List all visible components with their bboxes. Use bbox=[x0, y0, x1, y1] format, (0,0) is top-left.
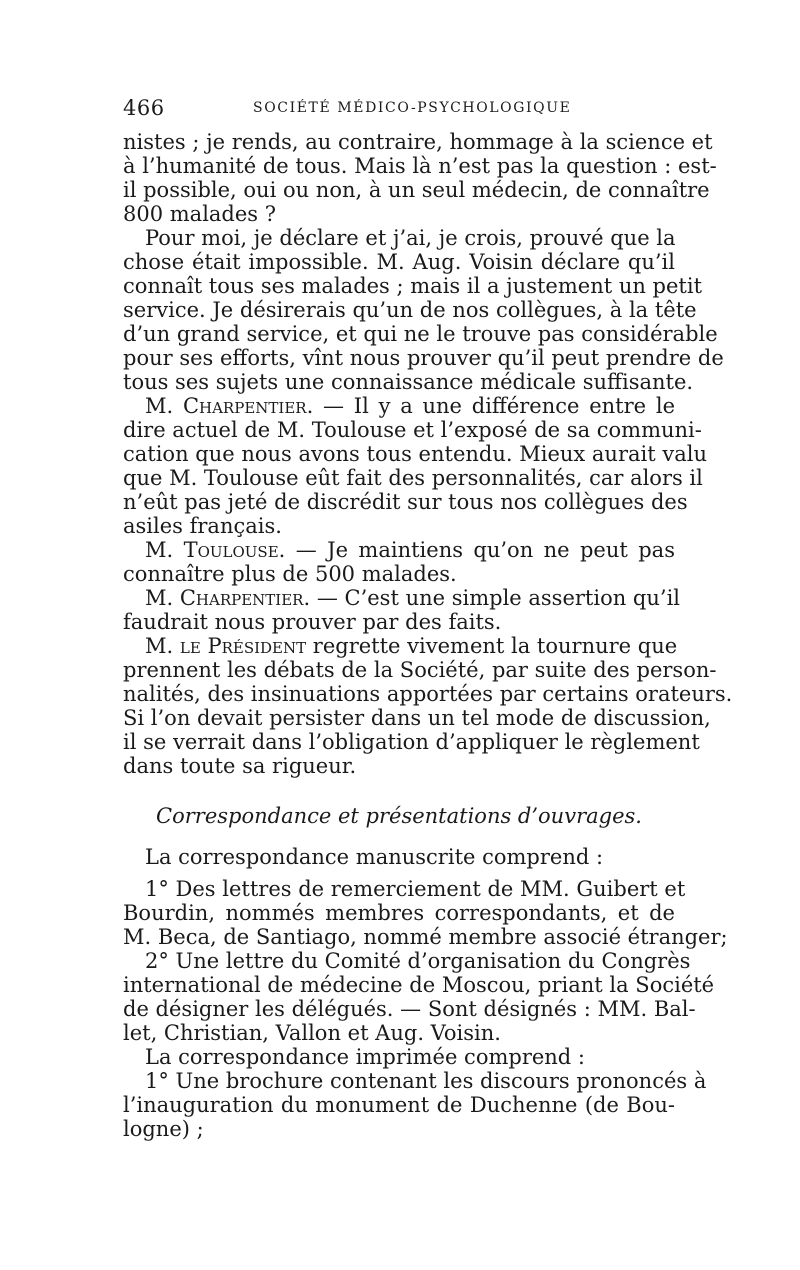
running-head: SOCIÉTÉ MÉDICO-PSYCHOLOGIQUE bbox=[253, 100, 572, 116]
text-line: chose était impossible. M. Aug. Voisin déclare qu’il bbox=[123, 250, 675, 274]
text-line: Pour moi, je déclare et j’ai, je crois, prouvé que la bbox=[145, 226, 676, 250]
text-line: M. Toulouse. — Je maintiens qu’on ne peut pas bbox=[145, 538, 675, 562]
text-line: l’inauguration du monument de Duchenne (de Bou- bbox=[123, 1093, 675, 1117]
text-line: dans toute sa rigueur. bbox=[123, 754, 357, 778]
speaker-name: M. le Président bbox=[145, 634, 307, 658]
text-line: il possible, oui ou non, à un seul médecin, de connaître bbox=[123, 178, 710, 202]
text-line: cation que nous avons tous entendu. Mieux aurait valu bbox=[123, 442, 707, 466]
text-line: nalités, des insinuations apportées par certains orateurs. bbox=[123, 682, 733, 706]
text-line: d’un grand service, et qui ne le trouve pas considérable bbox=[123, 322, 718, 346]
section-heading: Correspondance et présentations d’ouvrages. bbox=[156, 804, 642, 828]
text-line: M. Charpentier. — C’est une simple assertion qu’il bbox=[145, 586, 681, 610]
speaker-name: M. Charpentier. bbox=[145, 394, 314, 418]
page-header bbox=[123, 96, 675, 124]
text-line: 800 malades ? bbox=[123, 202, 277, 226]
text-line: Si l’on devait persister dans un tel mode de discussion, bbox=[123, 706, 711, 730]
text-line: La correspondance manuscrite comprend : bbox=[145, 845, 604, 869]
text-line: connaître plus de 500 malades. bbox=[123, 562, 457, 586]
text-line: international de médecine de Moscou, priant la Société bbox=[123, 973, 715, 997]
text-line: faudrait nous prouver par des faits. bbox=[123, 610, 502, 634]
text-line: logne) ; bbox=[123, 1117, 204, 1141]
text-line: de désigner les délégués. — Sont désignés : MM. Bal- bbox=[123, 997, 696, 1021]
text-line: service. Je désirerais qu’un de nos collègues, à la tête bbox=[123, 298, 697, 322]
text-line: La correspondance imprimée comprend : bbox=[145, 1045, 586, 1069]
text-line: M. le Président regrette vivement la tournure que bbox=[145, 634, 678, 658]
text-line: 1° Une brochure contenant les discours prononcés à bbox=[145, 1069, 707, 1093]
text-line: dire actuel de M. Toulouse et l’exposé de sa communi- bbox=[123, 418, 702, 442]
text-line: 1° Des lettres de remerciement de MM. Guibert et bbox=[145, 877, 686, 901]
page-number: 466 bbox=[123, 96, 165, 120]
text-line: tous ses sujets une connaissance médicale suffisante. bbox=[123, 370, 694, 394]
text-line: il se verrait dans l’obligation d’appliquer le règlement bbox=[123, 730, 700, 754]
text-line: connaît tous ses malades ; mais il a justement un petit bbox=[123, 274, 703, 298]
text-line: que M. Toulouse eût fait des personnalités, car alors il bbox=[123, 466, 703, 490]
text-line: n’eût pas jeté de discrédit sur tous nos collègues des bbox=[123, 490, 688, 514]
text-line: M. Beca, de Santiago, nommé membre associé étranger; bbox=[123, 925, 728, 949]
text-line: asiles français. bbox=[123, 514, 282, 538]
text-line: M. Charpentier. — Il y a une différence entre le bbox=[145, 394, 675, 418]
text-line: 2° Une lettre du Comité d’organisation du Congrès bbox=[145, 949, 691, 973]
text-line: Bourdin, nommés membres correspondants, et de bbox=[123, 901, 675, 925]
speaker-name: M. Charpentier. bbox=[145, 586, 311, 610]
text-line: pour ses efforts, vînt nous prouver qu’il peut prendre de bbox=[123, 346, 724, 370]
text-line: let, Christian, Vallon et Aug. Voisin. bbox=[123, 1021, 501, 1045]
text-line: à l’humanité de tous. Mais là n’est pas la question : est- bbox=[123, 154, 717, 178]
text-line: nistes ; je rends, au contraire, hommage à la science et bbox=[123, 130, 713, 154]
speaker-name: M. Toulouse. bbox=[145, 538, 286, 562]
text-line: prennent les débats de la Société, par suite des person- bbox=[123, 658, 717, 682]
